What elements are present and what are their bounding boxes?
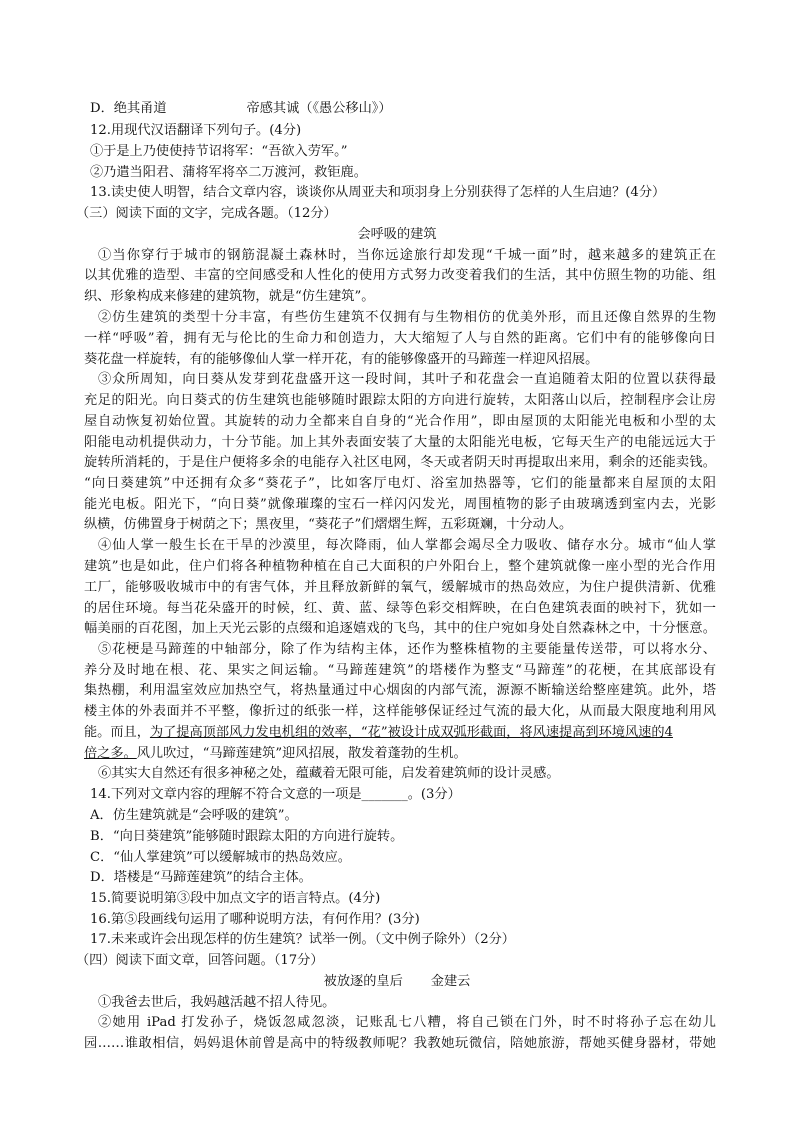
question-17: 17.未来或许会出现怎样的仿生建筑？试举一例。（文中例子除外）（2分） xyxy=(90,932,515,947)
question-14: 14.下列对文章内容的理解不符合文意的一项是_______。(3分） xyxy=(90,787,461,802)
article-author: 金建云 xyxy=(430,974,471,989)
paragraph-line: 能光电板。阳光下，“向日葵”就像璀璨的宝石一样闪闪发光，周围植物的影子由玻璃透到室内去，光影 xyxy=(84,497,716,512)
paragraph-line: “向日葵建筑”中还拥有众多“葵花子”，比如客厅电灯、浴室加热器等，它们的能量都来自屋顶的太阳 xyxy=(84,476,716,491)
paragraph-line: 幅美丽的百花图，加上天光云影的点缀和追逐嬉戏的飞鸟，其中的住户宛如身处自然森林之中，十分惬意。 xyxy=(84,621,716,636)
question-16: 16.第⑤段画线句运用了哪种说明方法，有何作用？(3分) xyxy=(90,912,420,927)
option-d-right: 帝感其诚（《愚公移山》） xyxy=(246,101,392,116)
paragraph-line-underlined: 倍之多。风儿吹过，“马蹄莲建筑”迎风招展，散发着蓬勃的生机。 xyxy=(84,746,467,761)
paragraph-line: ①我爸去世后，我妈越活越不招人待见。 xyxy=(98,995,336,1010)
sentence-2: ②乃遣当阳君、蒲将军将卒二万渡河，救钜鹿。 xyxy=(90,165,367,180)
paragraph-line: 一样“呼吸”着，拥有无与伦比的生命力和创造力，大大缩短了人与自然的距离。它们中有的能够像向日 xyxy=(84,331,716,346)
paragraph-line: 以其优雅的造型、丰富的空间感受和人性化的使用方式努力改变着我们的生活，其中仿照生物的功能、组 xyxy=(84,268,716,283)
article-title-breathing-building: 会呼吸的建筑 xyxy=(357,227,437,242)
sentence-1: ①于是上乃使使持节诏将军：“吾欲入劳军。” xyxy=(90,144,348,159)
paragraph-line: 建筑”也是如此，住户们将各种植物种植在自己大面积的户外阳台上，整个建筑就像一座小型的光合作用 xyxy=(84,559,716,574)
paragraph-line: ⑥其实大自然还有很多神秘之处，蕴藏着无限可能，启发着建筑师的设计灵感。 xyxy=(98,766,560,781)
option-c: C．“仙人掌建筑”可以缓解城市的热岛效应。 xyxy=(90,850,351,865)
section-4-heading: （四）阅读下面文章，回答问题。（17分） xyxy=(76,953,324,968)
underlined-sentence: 为了提高顶部风力发电机组的效率，“花”被设计成双弧形截面，将风速提高到环境风速的4 xyxy=(149,725,673,740)
option-d-left: D．绝其甬道 xyxy=(90,101,167,116)
paragraph-line: ④仙人掌一般生长在干旱的沙漠里，每次降雨，仙人掌都会竭尽全力吸收、储存水分。城市“仙人掌 xyxy=(98,538,716,553)
paragraph-line: ②仿生建筑的类型十分丰富，有些仿生建筑不仅拥有与生物相仿的优美外形，而且还像自然界的生物 xyxy=(98,310,716,325)
paragraph-line: 屋自动恢复初始位置。其旋转的动力全都来自自身的“光合作用”，即由屋顶的太阳能光电板和小型的太 xyxy=(84,414,716,429)
article-title-exiled-queen: 被放逐的皇后 金建云 xyxy=(323,974,471,989)
paragraph-line: 充足的阳光。向日葵式的仿生建筑也能够随时跟踪太阳的方向进行旋转，太阳落山以后，控制程序会让房 xyxy=(84,393,716,408)
paragraph-line-underlined: 能。而且，为了提高顶部风力发电机组的效率，“花”被设计成双弧形截面，将风速提高到环境风速的4 xyxy=(84,725,673,740)
paragraph-line: 楼主体的外表面并不平整，像折过的纸张一样，这样能够保证经过气流的最大化，从而最大限度地利用风 xyxy=(84,704,716,719)
underlined-sentence-end: 倍之多。 xyxy=(84,746,137,761)
option-d-line xyxy=(90,99,716,119)
paragraph-line: 工厂，能够吸收城市中的有害气体，并且释放新鲜的氧气，缓解城市的热岛效应，为住户提供清新、优雅 xyxy=(84,580,716,595)
question-13: 13.读史使人明智，结合文章内容，谈谈你从周亚夫和项羽身上分别获得了怎样的人生启迪？(4分） xyxy=(90,185,666,200)
paragraph-line: ②她用 iPad 打发孙子，烧饭忽咸忽淡，记账乱七八糟，将自己锁在门外，时不时将孙子忘在幼儿 xyxy=(98,1015,716,1030)
paragraph-line: 阳能电动机提供动力，十分节能。加上其外表面安装了大量的太阳能光电板，它每天生产的电能远远大于 xyxy=(84,435,716,450)
option-b: B．“向日葵建筑”能够随时跟踪太阳的方向进行旋转。 xyxy=(90,829,404,844)
paragraph-line: 织、形象构成来修建的建筑物，就是“仿生建筑”。 xyxy=(84,289,375,304)
paragraph-line: 的居住环境。每当花朵盛开的时候，红、黄、蓝、绿等色彩交相辉映，在白色建筑表面的映衬下，犹如一 xyxy=(84,601,716,616)
paragraph-line: 葵花盘一样旋转，有的能够像仙人掌一样开花，有的能够像盛开的马蹄莲一样迎风招展。 xyxy=(84,352,599,367)
paragraph-line: 养分及时地在根、花、果实之间运输。“马蹄莲建筑”的塔楼作为整支“马蹄莲”的花梗，在其底部设有 xyxy=(84,663,716,678)
paragraph-line: ③众所周知，向日葵从发芽到花盘盛开这一段时间，其叶子和花盘会一直追随着太阳的位置以获得最 xyxy=(98,372,716,387)
paragraph-line: ⑤花梗是马蹄莲的中轴部分，除了作为结构主体，还作为整株植物的主要能量传送带，可以将水分、 xyxy=(98,642,716,657)
option-d: D．塔楼是“马蹄莲建筑”的结合主体。 xyxy=(90,870,312,885)
paragraph-line: 园……谁敢相信，妈妈退休前曾是高中的特级教师呢？我教她玩微信，陪她旅游，帮她买健身器材，带她 xyxy=(84,1036,716,1051)
question-15: 15.简要说明第③段中加点文字的语言特点。(4分) xyxy=(90,891,381,906)
paragraph-line: 旋转所消耗的，于是住户便将多余的电能存入社区电网，冬天或者阴天时再提取出来用，剩余的还能卖钱。 xyxy=(84,455,716,470)
question-12: 12.用现代汉语翻译下列句子。(4分) xyxy=(90,123,302,138)
section-3-heading: （三）阅读下面的文字，完成各题。（12分） xyxy=(76,206,337,221)
option-a: A．仿生建筑就是“会呼吸的建筑”。 xyxy=(90,808,298,823)
paragraph-line: 集热棚，利用温室效应加热空气，将热量通过中心烟囱的内部气流，源源不断输送给整座建筑。此外，塔 xyxy=(84,683,716,698)
paragraph-line: 纵横，仿佛置身于树荫之下；黑夜里，“葵花子”们熠熠生辉，五彩斑斓，十分动人。 xyxy=(84,517,573,532)
paragraph-line: ①当你穿行于城市的钢筋混凝土森林时，当你远途旅行却发现“千城一面”时，越来越多的建筑正在 xyxy=(98,248,716,263)
